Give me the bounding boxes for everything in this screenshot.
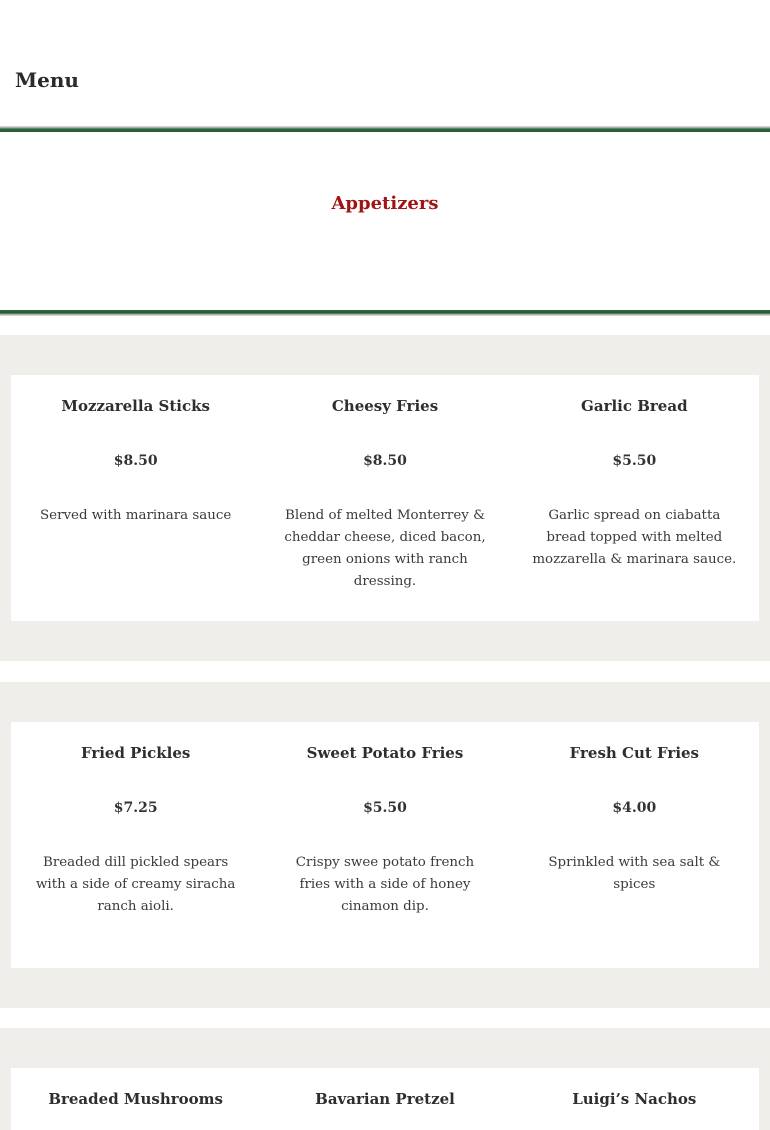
menu-row-band	[0, 682, 770, 1008]
menu-item-name: Bavarian Pretzel	[315, 1090, 455, 1108]
menu-item-name: Garlic Bread	[581, 397, 688, 415]
page-header	[0, 0, 770, 128]
menu-item-price: $5.50	[363, 800, 407, 816]
menu-row	[11, 375, 759, 621]
menu-item	[510, 375, 759, 621]
menu-item-price: $5.50	[612, 453, 657, 469]
menu-row-band	[0, 335, 770, 661]
page-title: Menu	[15, 68, 79, 92]
menu-item-description: Crispy swee potato french fries with a side of honey cinamon dip.	[295, 855, 475, 914]
menu-item-name: Mozzarella Sticks	[61, 397, 210, 415]
header-divider	[0, 126, 770, 132]
menu-item-name: Sweet Potato Fries	[306, 744, 464, 762]
menu-item	[11, 722, 260, 968]
menu-item-name: Fresh Cut Fries	[569, 744, 699, 762]
menu-item-description: Blend of melted Monterrey & cheddar cheese, diced bacon, green onions with ranch dressing.	[284, 508, 486, 589]
menu-item-description: Garlic spread on ciabatta bread topped with melted mozzarella & marinara sauce.	[532, 508, 737, 567]
menu-item	[510, 722, 759, 968]
menu-item	[260, 375, 509, 621]
menu-item	[260, 722, 509, 968]
menu-item	[11, 1068, 260, 1130]
menu-row	[11, 722, 759, 968]
menu-item-description: Served with marinara sauce	[39, 508, 232, 523]
menu-item-price: $8.50	[363, 453, 407, 469]
section-divider	[0, 310, 770, 316]
menu-item-price: $4.00	[612, 800, 657, 816]
menu-row-band	[0, 1028, 770, 1130]
menu-item-name: Luigi’s Nachos	[572, 1090, 697, 1108]
menu-row	[11, 1068, 759, 1130]
menu-item	[260, 1068, 509, 1130]
menu-item-name: Fried Pickles	[80, 744, 191, 762]
menu-item	[510, 1068, 759, 1130]
menu-item-description: Breaded dill pickled spears with a side of creamy siracha ranch aioli.	[35, 855, 236, 914]
menu-item-description: Sprinkled with sea salt & spices	[548, 855, 721, 892]
menu-item-price: $8.50	[113, 453, 158, 469]
menu-item-name: Cheesy Fries	[331, 397, 439, 415]
section-title: Appetizers	[331, 193, 439, 214]
menu-item-price: $7.25	[113, 800, 158, 816]
menu-item	[11, 375, 260, 621]
menu-item-name: Breaded Mushrooms	[48, 1090, 223, 1108]
